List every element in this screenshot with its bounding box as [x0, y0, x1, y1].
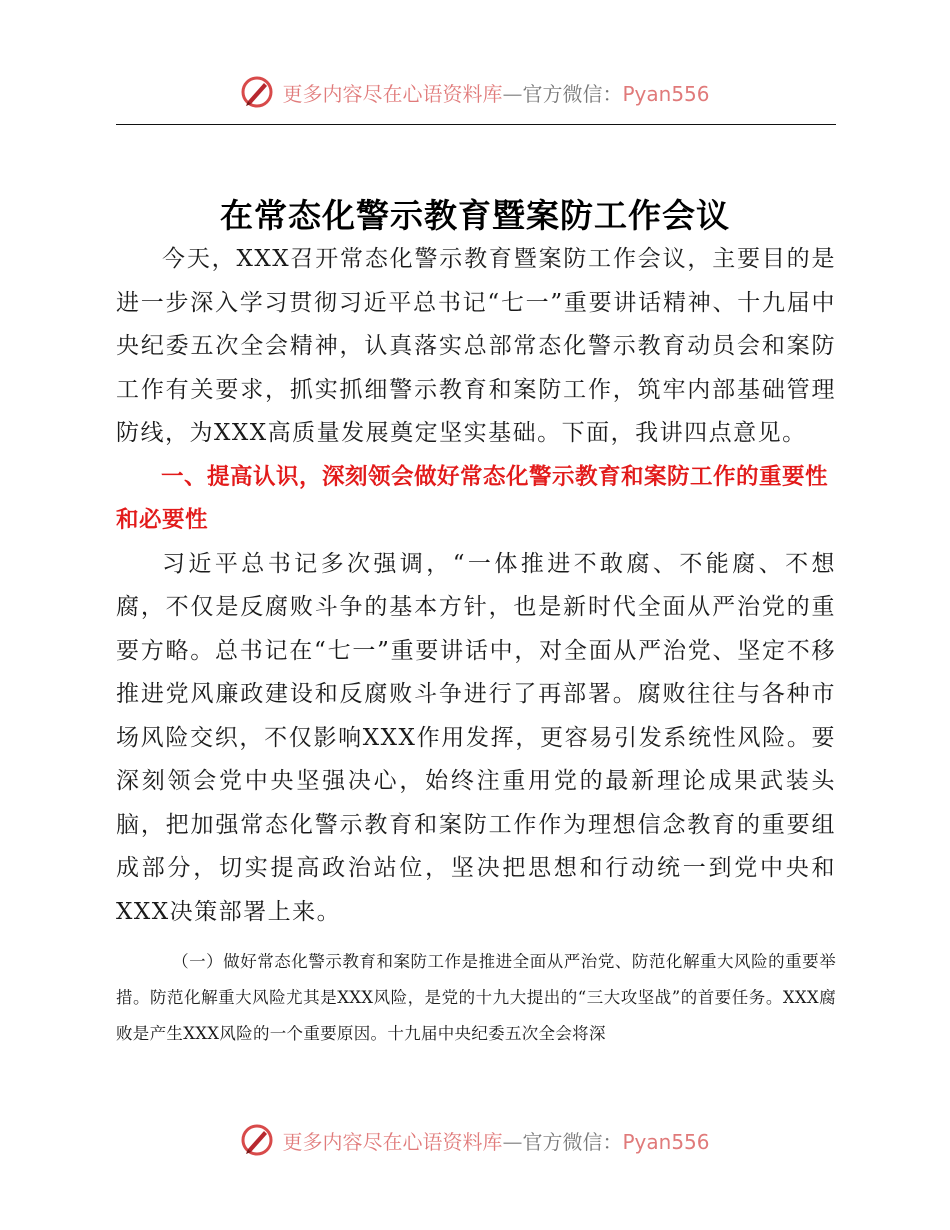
banner-official-label: 官方微信： — [522, 81, 623, 106]
footer-official-label: 官方微信： — [522, 1129, 623, 1154]
sub-paragraph: （一）做好常态化警示教育和案防工作是推进全面从严治党、防范化解重大风险的重要举措。防范化解重大风险尤其是XXX风险，是党的十九大提出的“三大攻坚战”的首要任务。XXX腐败是产生XXX风险的一个重要原因。十九届中央纪委五次全会将深 — [116, 952, 836, 1043]
header-rule — [116, 124, 836, 125]
document-body — [116, 238, 836, 1052]
footer-banner — [0, 1120, 950, 1160]
banner-main-text: 更多内容尽在心语资料库 — [282, 81, 503, 106]
footer-separator: — — [502, 1129, 523, 1154]
footer-wechat-id: Pyan556 — [622, 1129, 710, 1154]
header-banner — [0, 72, 950, 112]
document-title: 在常态化警示教育暨案防工作会议 — [220, 196, 730, 236]
pen-logo-icon — [240, 1123, 274, 1157]
section-paragraph: 习近平总书记多次强调，“一体推进不敢腐、不能腐、不想腐，不仅是反腐败斗争的基本方针，也是新时代全面从严治党的重要方略。总书记在“七一”重要讲话中，对全面从严治党、坚定不移推进党风廉政建设和反腐败斗争进行了再部署。腐败往往与各种市场风险交织，不仅影响XXX作用发挥，更容易引发系统性风险。要深刻领会党中央坚强决心，始终注重用党的最新理论成果武装头脑，把加强常态化警示教育和案防工作作为理想信念教育的重要组成部分，切实提高政治站位，坚决把思想和行动统一到党中央和XXX决策部署上来。 — [116, 550, 836, 925]
banner-text — [282, 78, 709, 107]
footer-main-text: 更多内容尽在心语资料库 — [282, 1129, 503, 1154]
pen-logo-icon — [240, 75, 274, 109]
footer-banner-text — [282, 1126, 709, 1155]
section-heading: 一、提高认识，深刻领会做好常态化警示教育和案防工作的重要性和必要性 — [116, 463, 829, 533]
banner-separator: — — [502, 81, 523, 106]
intro-paragraph: 今天，XXX召开常态化警示教育暨案防工作会议，主要目的是进一步深入学习贯彻习近平总书记“七一”重要讲话精神、十九届中央纪委五次全会精神，认真落实总部常态化警示教育动员会和案防工作有关要求，抓实抓细警示教育和案防工作，筑牢内部基础管理防线，为XXX高质量发展奠定坚实基础。下面，我讲四点意见。 — [116, 246, 836, 446]
banner-wechat-id: Pyan556 — [622, 81, 710, 106]
